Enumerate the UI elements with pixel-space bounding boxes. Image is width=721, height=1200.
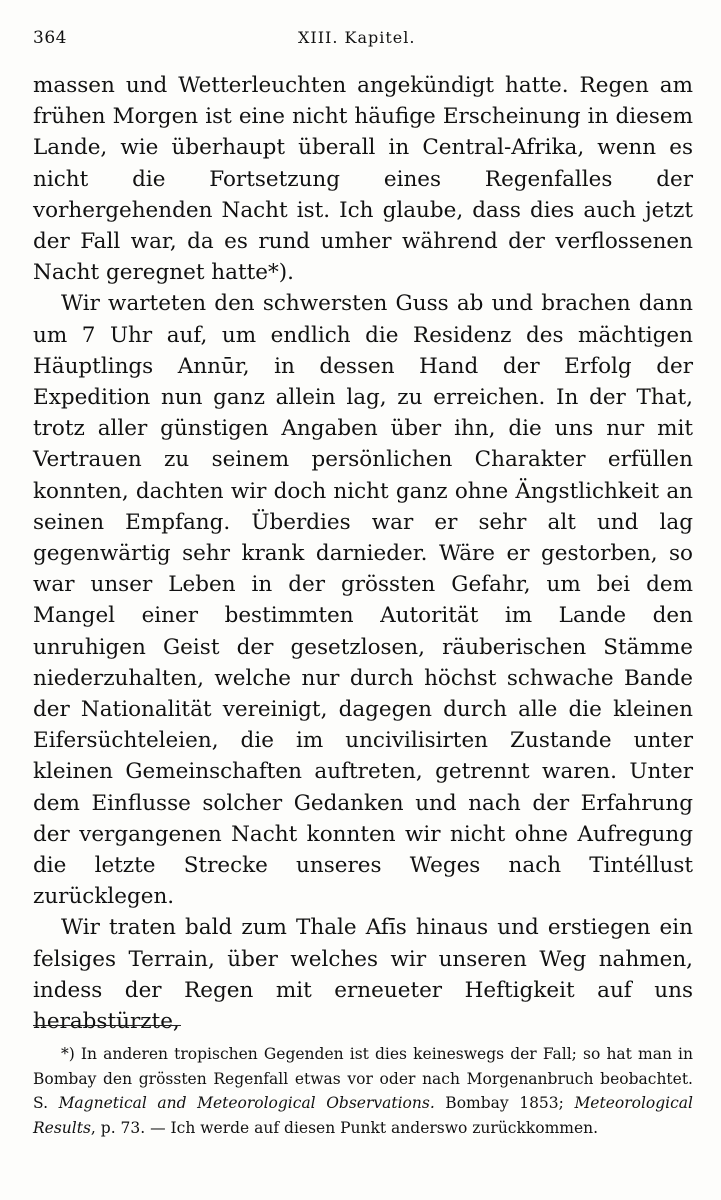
footnote	[33, 1042, 693, 1140]
paragraph: Wir warteten den schwersten Guss ab und brachen dann um 7 Uhr auf, um endlich die Residenz des mächtigen Häuptlings Annūr, in dessen Hand der Erfolg der Expedition nun ganz allein lag, zu erreichen. In der That, trotz aller günstigen Angaben über ihn, die uns nur mit Vertrauen zu seinem persönlichen Charakter erfüllen konnten, dachten wir doch nicht ganz ohne Ängstlichkeit an seinen Empfang. Überdies war er sehr alt und lag gegenwärtig sehr krank darnieder. Wäre er gestorben, so war unser Leben in der grössten Gefahr, um bei dem Mangel einer bestimmten Autorität im Lande den unruhigen Geist der gesetzlosen, räuberischen Stämme niederzuhalten, welche nur durch höchst schwache Bande der Nationalität vereinigt, dagegen durch alle die kleinen Eifersüchteleien, die im uncivilisirten Zustande unter kleinen Gemeinschaften auftreten, getrennt waren. Unter dem Einflusse solcher Gedanken und nach der Erfahrung der vergangenen Nacht konnten wir nicht ohne Aufregung die letzte Strecke unseres Weges nach Tintéllust zurücklegen.	[33, 291, 693, 910]
footnote-text: *) In anderen tropischen Gegenden ist dies keineswegs der Fall; so hat man in Bombay den grössten Regenfall etwas vor oder nach Morgenanbruch beobachtet. S.	[33, 1045, 693, 1113]
footnote-text: , p. 73. — Ich werde auf diesen Punkt anderswo zurückkommen.	[90, 1118, 599, 1137]
footnote-text: Bombay 1853;	[434, 1094, 575, 1113]
page-header	[33, 22, 693, 52]
footnote-citation-title: Magnetical and Meteorological Observations.	[58, 1094, 435, 1113]
footnote-citation-title: Meteorological Results	[33, 1094, 694, 1137]
footnote-divider	[33, 1025, 181, 1026]
paragraph: Wir traten bald zum Thale Afīs hinaus und erstiegen ein felsiges Terrain, über welches wir unseren Weg nahmen, indess der Regen mit erneueter Heftigkeit auf uns herabstürzte,	[33, 915, 693, 1035]
paragraph-continued: massen und Wetterleuchten angekündigt hatte. Regen am frühen Morgen ist eine nicht häufige Erscheinung in diesem Lande, wie überhaupt überall in Central-Afrika, wenn es nicht die Fortsetzung eines Regenfalles der vorhergehenden Nacht ist. Ich glaube, dass dies auch jetzt der Fall war, da es rund umher während der verflossenen Nacht geregnet hatte*).	[33, 73, 693, 286]
main-text	[33, 70, 693, 1037]
running-head: XIII. Kapitel.	[298, 28, 416, 47]
page-number: 364	[33, 28, 67, 48]
